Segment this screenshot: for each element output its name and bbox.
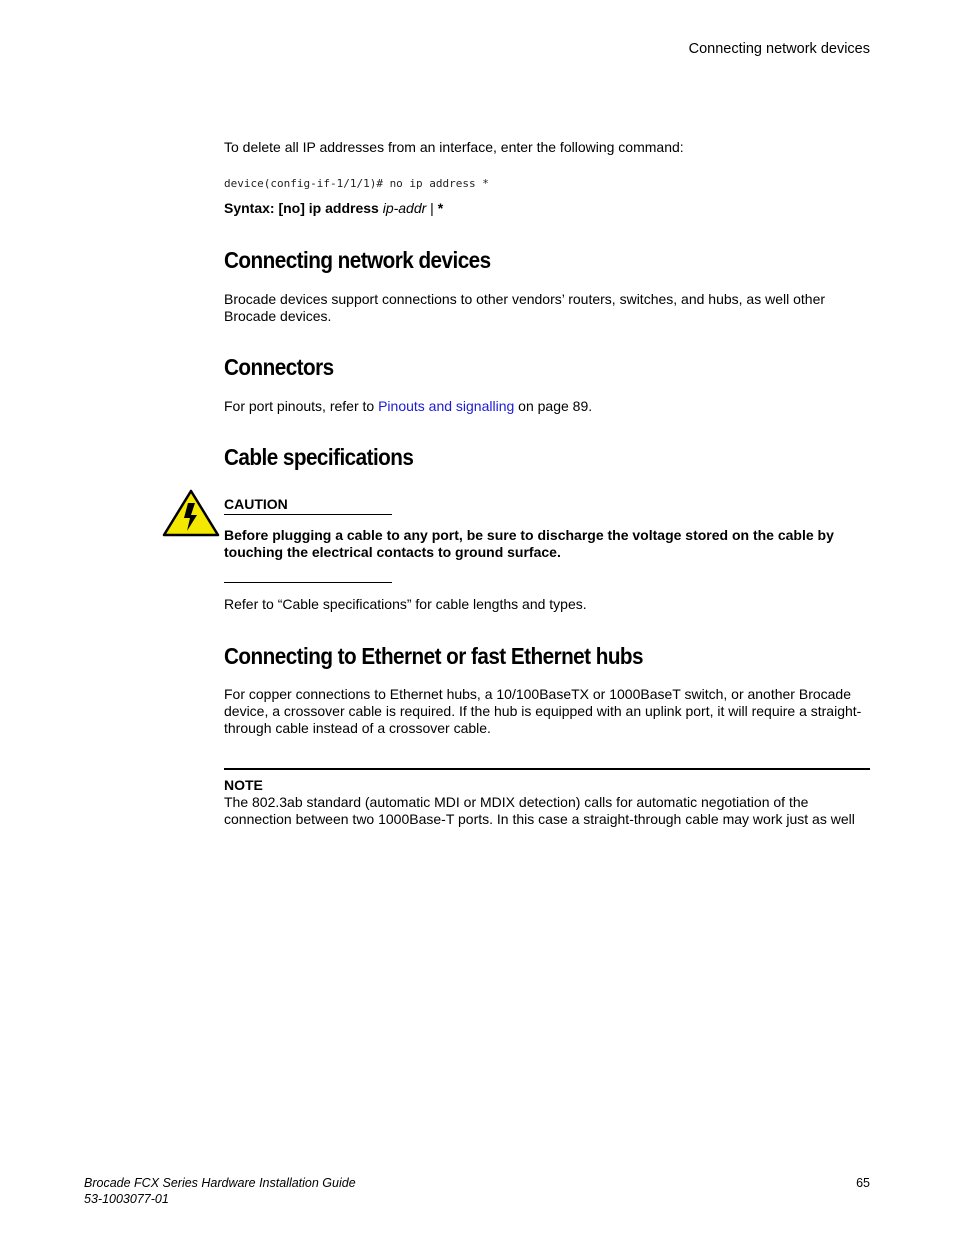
note-label: NOTE — [224, 777, 263, 793]
pinouts-link[interactable]: Pinouts and signalling — [378, 398, 515, 414]
heading-ethernet-hubs: Connecting to Ethernet or fast Ethernet hubs — [224, 643, 644, 669]
syntax-line — [224, 200, 443, 216]
footer-doc-number: 53-1003077-01 — [84, 1192, 169, 1206]
syntax-keyword: Syntax: [no] ip address — [224, 200, 383, 216]
syntax-wildcard: * — [437, 200, 444, 216]
syntax-sep: | — [426, 200, 438, 216]
caution-label: CAUTION — [224, 496, 288, 512]
delete-instructions: To delete all IP addresses from an interface, enter the following command: — [224, 139, 684, 155]
connectors-text-before: For port pinouts, refer to — [224, 398, 379, 414]
note-text: The 802.3ab standard (automatic MDI or MDIX detection) calls for automatic negotiation of the connection between two 1000Base-T ports. In this case a straight-through cable may work just as well — [224, 794, 855, 827]
running-header: Connecting network devices — [688, 41, 870, 57]
footer-guide-title: Brocade FCX Series Hardware Installation Guide — [84, 1176, 356, 1190]
connectors-text-after: on page 89. — [514, 398, 593, 414]
heading-connectors: Connectors — [224, 354, 334, 380]
caution-text: Before plugging a cable to any port, be sure to discharge the voltage stored on the cable by touching the electrical contacts to ground surface. — [224, 527, 834, 560]
caution-top-rule — [224, 514, 392, 515]
heading-cable-specifications: Cable specifications — [224, 444, 414, 470]
connectors-paragraph — [224, 398, 874, 415]
cable-refer-paragraph: Refer to “Cable specifications” for cable lengths and types. — [224, 596, 587, 612]
ethernet-hubs-paragraph: For copper connections to Ethernet hubs, a 10/100BaseTX or 1000BaseT switch, or another Brocade device, a crossover cable is required. If the hub is equipped with an uplink port, it will require a straight-through cable instead of a crossover cable. — [224, 686, 862, 736]
heading-network-devices: Connecting network devices — [224, 247, 491, 273]
network-devices-paragraph: Brocade devices support connections to other vendors’ routers, switches, and hubs, as well other Brocade devices. — [224, 291, 826, 324]
command-example: device(config-if-1/1/1)# no ip address * — [224, 177, 489, 190]
note-top-rule — [224, 768, 870, 770]
syntax-param: ip-addr — [382, 200, 427, 216]
electrical-hazard-warning-icon — [162, 489, 220, 537]
caution-bottom-rule — [224, 582, 392, 583]
page-number: 65 — [856, 1176, 870, 1190]
